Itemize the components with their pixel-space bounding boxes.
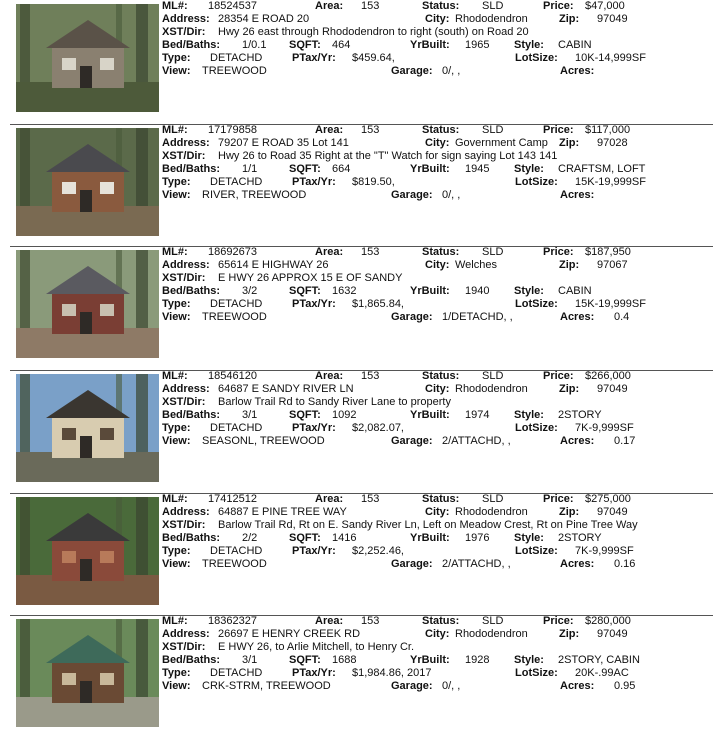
xst-value: Barlow Trail Rd, Rt on E. Sandy River Ln, Left on Meadow Crest, Rt on Pine Tree Way (218, 519, 638, 531)
xst-label: XST/Dir: (162, 396, 206, 408)
ptax-value: $459.64, (352, 52, 395, 64)
price-label: Price: (543, 246, 574, 258)
property-photo (16, 128, 159, 236)
ptax-label: PTax/Yr: (292, 545, 336, 557)
area-label: Area: (315, 246, 344, 258)
garage-label: Garage: (391, 435, 433, 447)
garage-value: 0/, , (442, 65, 461, 77)
address-value: 64687 E SANDY RIVER LN (218, 383, 354, 395)
garage-label: Garage: (391, 189, 433, 201)
xst-label: XST/Dir: (162, 519, 206, 531)
property-photo (16, 250, 159, 358)
bedbaths-value: 2/2 (242, 532, 258, 544)
style-label: Style: (514, 163, 544, 175)
status-value: SLD (482, 246, 504, 258)
address-value: 64887 E PINE TREE WAY (218, 506, 347, 518)
xst-value: E HWY 26 APPROX 15 E OF SANDY (218, 272, 403, 284)
garage-value: 0/, , (442, 189, 461, 201)
yrbuilt-label: YrBuilt: (410, 39, 450, 51)
area-value: 153 (361, 493, 380, 505)
ml-label: ML#: (162, 0, 188, 12)
garage-value: 0/, , (442, 680, 461, 692)
garage-label: Garage: (391, 65, 433, 77)
ptax-value: $819.50, (352, 176, 395, 188)
type-value: DETACHD (210, 298, 263, 310)
style-value: 2STORY (558, 409, 602, 421)
listing-card (0, 0, 713, 123)
view-value: TREEWOOD (202, 558, 267, 570)
listing-card (0, 615, 713, 738)
bedbaths-value: 1/1 (242, 163, 258, 175)
style-label: Style: (514, 39, 544, 51)
sqft-label: SQFT: (289, 163, 321, 175)
listing-card (0, 493, 713, 616)
ptax-label: PTax/Yr: (292, 176, 336, 188)
area-value: 153 (361, 246, 380, 258)
ptax-value: $2,082.07, (352, 422, 404, 434)
property-photo-image (16, 250, 159, 358)
bedbaths-value: 3/1 (242, 409, 258, 421)
zip-label: Zip: (559, 628, 580, 640)
view-label: View: (162, 65, 191, 77)
view-value: TREEWOOD (202, 65, 267, 77)
yrbuilt-label: YrBuilt: (410, 532, 450, 544)
property-photo (16, 619, 159, 727)
city-label: City: (425, 628, 450, 640)
zip-label: Zip: (559, 383, 580, 395)
zip-value: 97049 (597, 13, 628, 25)
zip-label: Zip: (559, 13, 580, 25)
bedbaths-label: Bed/Baths: (162, 39, 221, 51)
lotsize-label: LotSize: (515, 298, 558, 310)
yrbuilt-value: 1940 (465, 285, 490, 297)
ml-number: 18362327 (208, 615, 257, 627)
yrbuilt-value: 1945 (465, 163, 490, 175)
area-value: 153 (361, 124, 380, 136)
acres-value: 0.95 (614, 680, 636, 692)
address-label: Address: (162, 259, 210, 271)
status-label: Status: (422, 246, 460, 258)
price-label: Price: (543, 615, 574, 627)
city-value: Rhododendron (455, 628, 528, 640)
zip-label: Zip: (559, 259, 580, 271)
style-label: Style: (514, 532, 544, 544)
garage-label: Garage: (391, 311, 433, 323)
xst-label: XST/Dir: (162, 150, 206, 162)
area-label: Area: (315, 124, 344, 136)
status-value: SLD (482, 370, 504, 382)
price-label: Price: (543, 493, 574, 505)
ml-label: ML#: (162, 493, 188, 505)
address-value: 26697 E HENRY CREEK RD (218, 628, 361, 640)
sqft-value: 664 (332, 163, 351, 175)
lotsize-value: 10K-14,999SF (575, 52, 646, 64)
zip-value: 97067 (597, 259, 628, 271)
price-value: $117,000 (585, 124, 631, 136)
lotsize-value: 15K-19,999SF (575, 298, 646, 310)
ml-number: 18692673 (208, 246, 257, 258)
property-photo (16, 374, 159, 482)
ml-number: 17412512 (208, 493, 257, 505)
style-label: Style: (514, 285, 544, 297)
sqft-value: 1632 (332, 285, 357, 297)
property-photo-image (16, 128, 159, 236)
sqft-label: SQFT: (289, 654, 321, 666)
acres-label: Acres: (560, 680, 595, 692)
yrbuilt-label: YrBuilt: (410, 285, 450, 297)
type-value: DETACHD (210, 667, 263, 679)
price-value: $280,000 (585, 615, 631, 627)
sqft-label: SQFT: (289, 409, 321, 421)
property-photo-image (16, 374, 159, 482)
address-value: 65614 E HIGHWAY 26 (218, 259, 329, 271)
style-label: Style: (514, 409, 544, 421)
type-label: Type: (162, 52, 191, 64)
garage-value: 1/DETACHD, , (442, 311, 513, 323)
city-value: Government Camp (455, 137, 548, 149)
zip-label: Zip: (559, 137, 580, 149)
ml-number: 18546120 (208, 370, 257, 382)
ml-number: 18524537 (208, 0, 257, 12)
yrbuilt-value: 1965 (465, 39, 490, 51)
sqft-value: 464 (332, 39, 351, 51)
view-value: RIVER, TREEWOOD (202, 189, 307, 201)
style-value: CRAFTSM, LOFT (558, 163, 646, 175)
acres-label: Acres: (560, 311, 595, 323)
acres-label: Acres: (560, 189, 595, 201)
sqft-value: 1092 (332, 409, 357, 421)
style-value: 2STORY, CABIN (558, 654, 640, 666)
style-value: CABIN (558, 285, 592, 297)
status-value: SLD (482, 493, 504, 505)
ml-number: 17179858 (208, 124, 257, 136)
acres-value: 0.16 (614, 558, 636, 570)
bedbaths-label: Bed/Baths: (162, 163, 221, 175)
lotsize-value: 15K-19,999SF (575, 176, 646, 188)
garage-label: Garage: (391, 680, 433, 692)
view-label: View: (162, 558, 191, 570)
property-photo-image (16, 4, 159, 112)
ptax-label: PTax/Yr: (292, 52, 336, 64)
status-value: SLD (482, 0, 504, 12)
view-value: CRK-STRM, TREEWOOD (202, 680, 331, 692)
listing-card (0, 246, 713, 369)
view-label: View: (162, 435, 191, 447)
garage-value: 2/ATTACHD, , (442, 558, 511, 570)
view-label: View: (162, 680, 191, 692)
status-label: Status: (422, 124, 460, 136)
yrbuilt-value: 1928 (465, 654, 490, 666)
price-label: Price: (543, 0, 574, 12)
status-label: Status: (422, 493, 460, 505)
bedbaths-value: 3/1 (242, 654, 258, 666)
address-label: Address: (162, 506, 210, 518)
type-label: Type: (162, 422, 191, 434)
area-value: 153 (361, 615, 380, 627)
property-photo-image (16, 497, 159, 605)
acres-value: 0.17 (614, 435, 636, 447)
type-label: Type: (162, 545, 191, 557)
city-value: Welches (455, 259, 497, 271)
sqft-value: 1416 (332, 532, 357, 544)
xst-label: XST/Dir: (162, 641, 206, 653)
type-value: DETACHD (210, 52, 263, 64)
zip-value: 97028 (597, 137, 628, 149)
view-label: View: (162, 189, 191, 201)
area-label: Area: (315, 370, 344, 382)
sqft-value: 1688 (332, 654, 357, 666)
zip-value: 97049 (597, 383, 628, 395)
xst-label: XST/Dir: (162, 272, 206, 284)
address-label: Address: (162, 628, 210, 640)
area-label: Area: (315, 0, 344, 12)
area-value: 153 (361, 370, 380, 382)
address-value: 28354 E ROAD 20 (218, 13, 310, 25)
lotsize-label: LotSize: (515, 545, 558, 557)
lotsize-label: LotSize: (515, 52, 558, 64)
type-value: DETACHD (210, 545, 263, 557)
area-value: 153 (361, 0, 380, 12)
sqft-label: SQFT: (289, 532, 321, 544)
bedbaths-label: Bed/Baths: (162, 285, 221, 297)
ml-label: ML#: (162, 615, 188, 627)
status-value: SLD (482, 615, 504, 627)
lotsize-label: LotSize: (515, 422, 558, 434)
address-value: 79207 E ROAD 35 Lot 141 (218, 137, 349, 149)
style-label: Style: (514, 654, 544, 666)
address-label: Address: (162, 383, 210, 395)
ptax-label: PTax/Yr: (292, 298, 336, 310)
acres-label: Acres: (560, 558, 595, 570)
type-label: Type: (162, 298, 191, 310)
garage-value: 2/ATTACHD, , (442, 435, 511, 447)
lotsize-value: 20K-.99AC (575, 667, 629, 679)
status-value: SLD (482, 124, 504, 136)
ptax-value: $1,865.84, (352, 298, 404, 310)
yrbuilt-label: YrBuilt: (410, 409, 450, 421)
type-label: Type: (162, 176, 191, 188)
status-label: Status: (422, 615, 460, 627)
city-value: Rhododendron (455, 383, 528, 395)
price-label: Price: (543, 124, 574, 136)
yrbuilt-label: YrBuilt: (410, 654, 450, 666)
xst-value: Hwy 26 east through Rhododendron to right (south) on Road 20 (218, 26, 529, 38)
address-label: Address: (162, 13, 210, 25)
acres-label: Acres: (560, 65, 595, 77)
acres-value: 0.4 (614, 311, 630, 323)
property-photo (16, 497, 159, 605)
type-value: DETACHD (210, 176, 263, 188)
xst-label: XST/Dir: (162, 26, 206, 38)
garage-label: Garage: (391, 558, 433, 570)
city-label: City: (425, 137, 450, 149)
lotsize-value: 7K-9,999SF (575, 422, 634, 434)
area-label: Area: (315, 615, 344, 627)
price-value: $266,000 (585, 370, 631, 382)
view-value: SEASONL, TREEWOOD (202, 435, 325, 447)
ml-label: ML#: (162, 370, 188, 382)
type-value: DETACHD (210, 422, 263, 434)
price-value: $275,000 (585, 493, 631, 505)
view-label: View: (162, 311, 191, 323)
price-value: $47,000 (585, 0, 625, 12)
price-value: $187,950 (585, 246, 631, 258)
city-label: City: (425, 259, 450, 271)
city-value: Rhododendron (455, 13, 528, 25)
city-label: City: (425, 383, 450, 395)
xst-value: Barlow Trail Rd to Sandy River Lane to property (218, 396, 451, 408)
bedbaths-label: Bed/Baths: (162, 409, 221, 421)
view-value: TREEWOOD (202, 311, 267, 323)
sqft-label: SQFT: (289, 285, 321, 297)
sqft-label: SQFT: (289, 39, 321, 51)
bedbaths-value: 3/2 (242, 285, 258, 297)
listing-card (0, 124, 713, 247)
yrbuilt-value: 1976 (465, 532, 490, 544)
status-label: Status: (422, 0, 460, 12)
area-label: Area: (315, 493, 344, 505)
bedbaths-label: Bed/Baths: (162, 654, 221, 666)
ptax-value: $2,252.46, (352, 545, 404, 557)
bedbaths-value: 1/0.1 (242, 39, 267, 51)
xst-value: Hwy 26 to Road 35 Right at the "T" Watch for sign saying Lot 143 141 (218, 150, 558, 162)
ml-label: ML#: (162, 124, 188, 136)
lotsize-value: 7K-9,999SF (575, 545, 634, 557)
yrbuilt-value: 1974 (465, 409, 490, 421)
acres-label: Acres: (560, 435, 595, 447)
xst-value: E HWY 26, to Arlie Mitchell, to Henry Cr. (218, 641, 415, 653)
city-value: Rhododendron (455, 506, 528, 518)
lotsize-label: LotSize: (515, 176, 558, 188)
status-label: Status: (422, 370, 460, 382)
ptax-label: PTax/Yr: (292, 667, 336, 679)
bedbaths-label: Bed/Baths: (162, 532, 221, 544)
zip-value: 97049 (597, 628, 628, 640)
price-label: Price: (543, 370, 574, 382)
ml-label: ML#: (162, 246, 188, 258)
zip-value: 97049 (597, 506, 628, 518)
address-label: Address: (162, 137, 210, 149)
listing-card (0, 370, 713, 493)
city-label: City: (425, 506, 450, 518)
property-photo (16, 4, 159, 112)
property-photo-image (16, 619, 159, 727)
yrbuilt-label: YrBuilt: (410, 163, 450, 175)
zip-label: Zip: (559, 506, 580, 518)
ptax-value: $1,984.86, 2017 (352, 667, 432, 679)
city-label: City: (425, 13, 450, 25)
type-label: Type: (162, 667, 191, 679)
lotsize-label: LotSize: (515, 667, 558, 679)
style-value: 2STORY (558, 532, 602, 544)
style-value: CABIN (558, 39, 592, 51)
ptax-label: PTax/Yr: (292, 422, 336, 434)
